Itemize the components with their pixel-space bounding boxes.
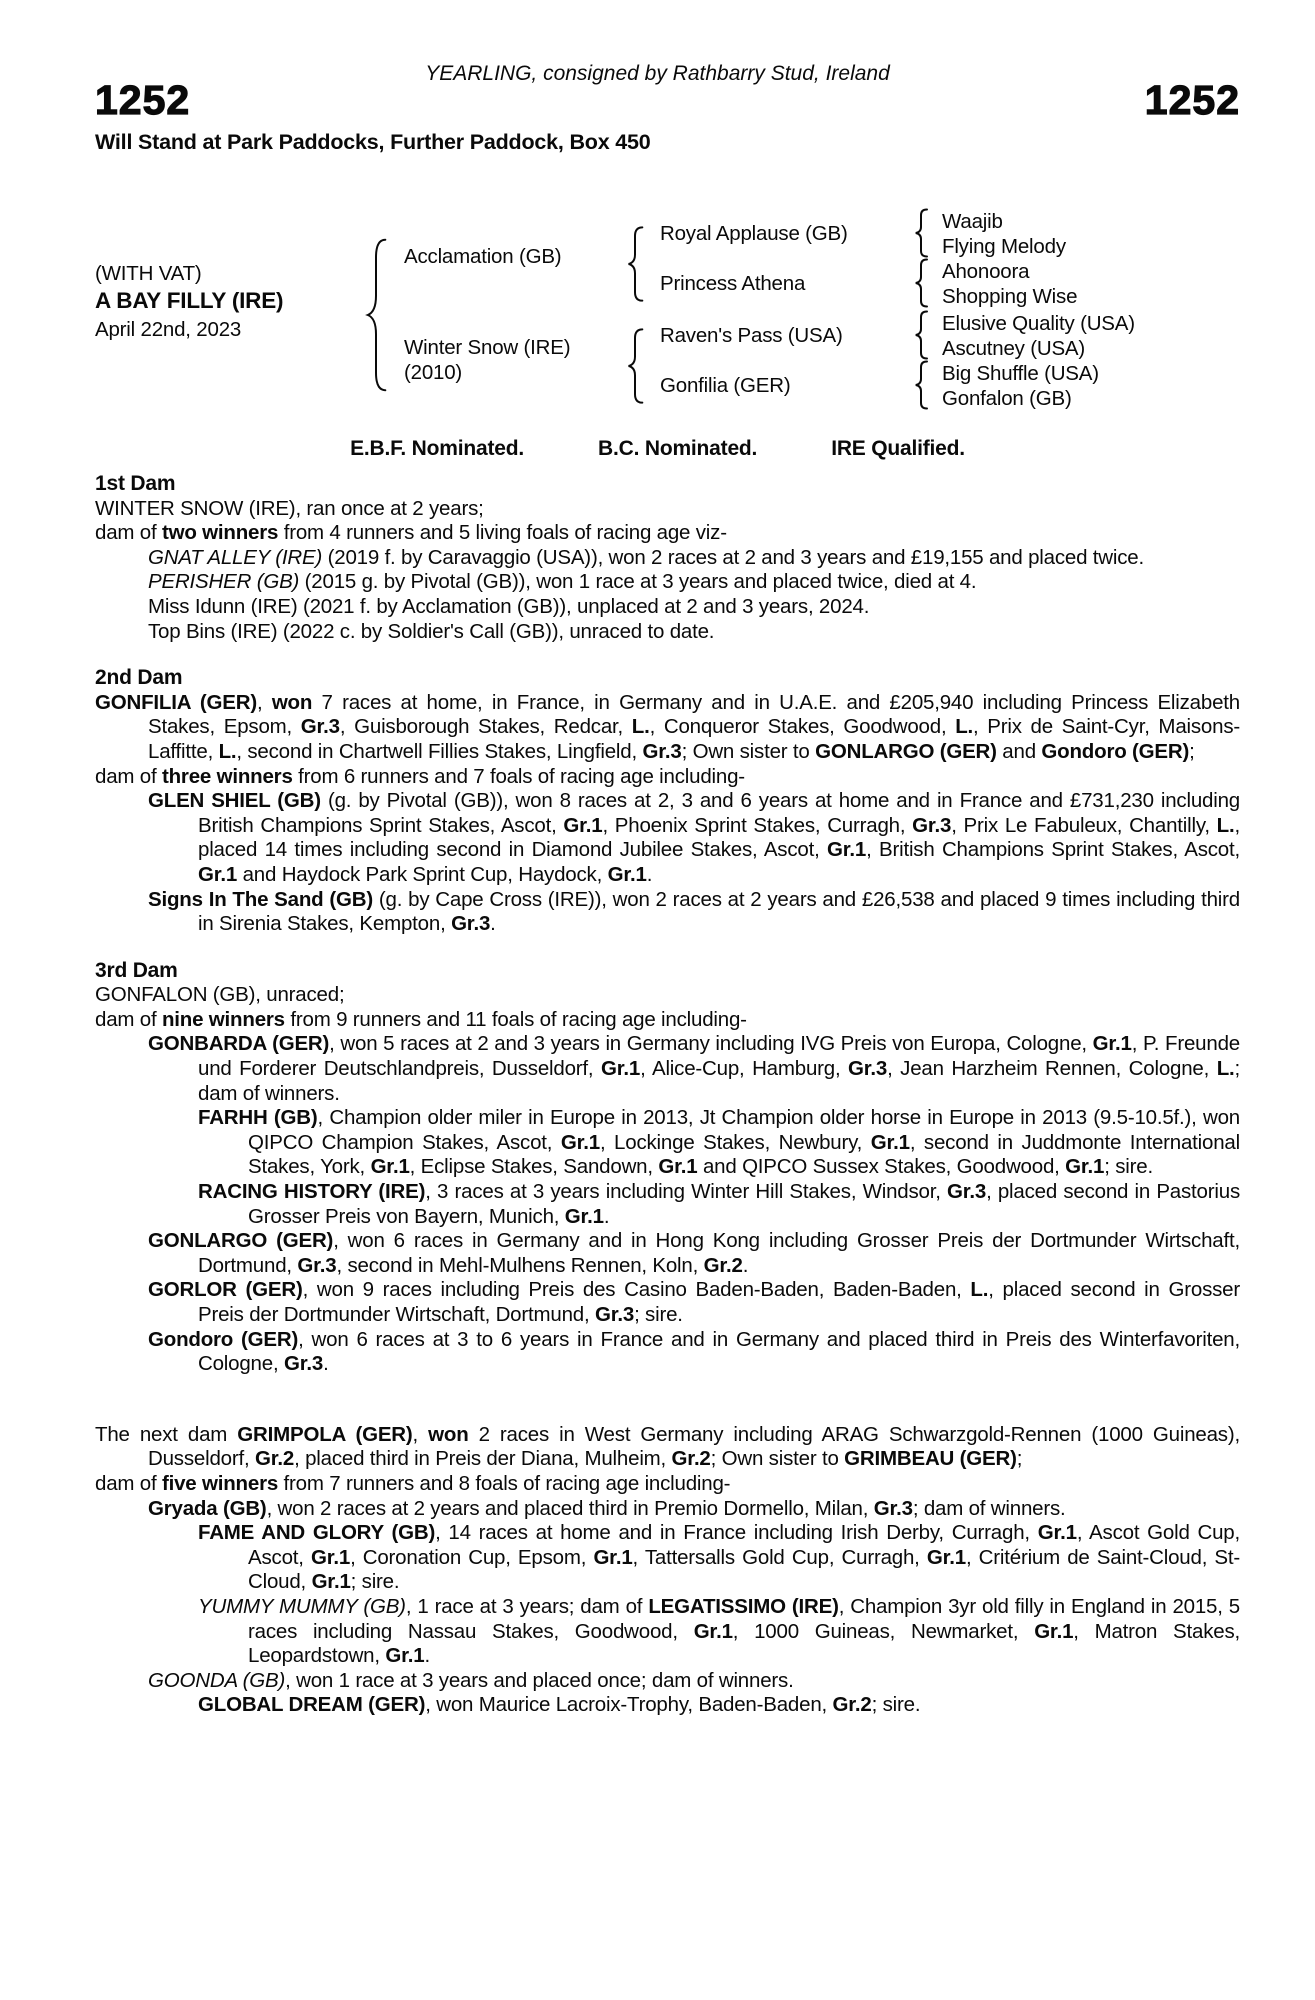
text-run: from 6 runners and 7 foals of racing age including-: [292, 764, 745, 788]
text-run: Gr.1: [1037, 1521, 1077, 1545]
text-run: (g. by Cape Cross (IRE)), won 2 races at 2 years and £26,538 and placed 9 times including third in Sirenia Stakes, Kempton,: [198, 887, 1240, 936]
text-run: and Haydock Park Sprint Cup, Haydock,: [237, 862, 608, 886]
text-run: ; sire.: [350, 1570, 400, 1594]
text-run: , 3 races at 3 years including Winter Hill Stakes, Windsor,: [425, 1180, 947, 1204]
vat-note: (WITH VAT): [95, 262, 202, 285]
text-run: FAME AND GLORY (GB): [198, 1521, 436, 1545]
lot-number-right: 1252: [1144, 77, 1240, 123]
catalogue-paragraph: [95, 983, 1240, 1008]
text-run: Gr.1: [693, 1619, 733, 1643]
text-run: Gr.1: [560, 1130, 600, 1154]
text-run: two winners: [161, 521, 279, 545]
pedigree-text-sections: [95, 472, 1240, 1718]
text-run: Gr.3: [283, 1352, 324, 1376]
catalogue-paragraph: [95, 765, 1240, 790]
text-run: three winners: [161, 764, 293, 788]
text-run: , Critérium de Saint-Cloud, St-Cloud,: [248, 1545, 1240, 1594]
text-run: , Champion 3yr old filly in England in 2015, 5 races including Nassau Stakes, Goodwood,: [248, 1594, 1240, 1643]
text-run: ; dam of winners.: [198, 1057, 1241, 1105]
text-run: Gr.1: [600, 1057, 641, 1081]
text-run: ;: [1189, 739, 1195, 763]
text-run: , won 6 races in Germany and in Hong Kong including Grosser Preis der Dortmunder Wirtschaft, Dortmund,: [198, 1229, 1240, 1277]
text-run: Gr.3: [848, 1057, 888, 1081]
text-run: ,: [256, 690, 272, 714]
catalogue-paragraph: [95, 1278, 1240, 1327]
pedigree-dam-year: (2010): [404, 361, 463, 384]
text-run: Gr.2: [703, 1253, 743, 1277]
pedigree-gen3-name: Waajib: [942, 210, 1003, 233]
text-run: ; Own sister to: [710, 1447, 845, 1471]
text-run: from 7 runners and 8 foals of racing age including-: [278, 1471, 731, 1495]
text-run: GLEN SHIEL (GB): [148, 789, 321, 813]
pedigree-dam: Winter Snow (IRE): [404, 336, 571, 359]
text-run: Gr.3: [642, 739, 682, 763]
foaling-date: April 22nd, 2023: [95, 318, 242, 341]
text-run: Gr.1: [311, 1570, 351, 1594]
catalogue-paragraph: [95, 620, 1240, 645]
consignment-line: YEARLING, consigned by Rathbarry Stud, Ireland: [425, 62, 890, 85]
catalogue-paragraph: [95, 1032, 1240, 1106]
nomination-bc: B.C. Nominated.: [598, 437, 758, 460]
catalogue-paragraph: [95, 691, 1240, 765]
text-run: GONLARGO (GER): [148, 1229, 334, 1253]
text-run: Gr.1: [1034, 1619, 1074, 1643]
text-run: Gr.3: [300, 715, 340, 739]
text-run: GRIMPOLA (GER): [237, 1422, 413, 1446]
text-run: L.: [1216, 1057, 1235, 1081]
text-run: .: [742, 1253, 749, 1277]
text-run: and QIPCO Sussex Stakes, Goodwood,: [697, 1155, 1066, 1179]
text-run: L.: [970, 1278, 989, 1302]
text-run: LEGATISSIMO (IRE): [648, 1594, 839, 1618]
text-run: , Prix Le Fabuleux, Chantilly,: [951, 813, 1217, 837]
text-run: dam of: [95, 521, 162, 545]
text-run: (2015 g. by Pivotal (GB)), won 1 race at 3 years and placed twice, died at 4.: [299, 570, 977, 594]
text-run: Gr.1: [926, 1545, 966, 1569]
text-run: ; sire.: [871, 1693, 921, 1717]
text-run: , won 2 races at 2 years and placed third in Premio Dormello, Milan,: [266, 1496, 874, 1520]
section-heading: 3rd Dam: [95, 958, 178, 982]
text-run: GONFILIA (GER): [95, 690, 257, 714]
text-run: Gr.1: [563, 813, 603, 837]
text-run: ,: [412, 1422, 429, 1446]
text-run: .: [603, 1204, 610, 1228]
text-run: L.: [218, 739, 237, 763]
text-run: Signs In The Sand (GB): [148, 887, 373, 911]
pedigree-gen3-name: Ascutney (USA): [942, 337, 1086, 360]
text-run: Gr.1: [385, 1644, 425, 1668]
catalogue-section: [95, 1423, 1240, 1718]
text-run: , Ascot Gold Cup, Ascot,: [248, 1521, 1240, 1569]
text-run: YUMMY MUMMY (GB): [198, 1594, 406, 1618]
text-run: , 1 race at 3 years; dam of: [405, 1594, 649, 1618]
catalogue-paragraph: [95, 1229, 1240, 1278]
text-run: nine winners: [161, 1007, 285, 1031]
catalogue-paragraph: [95, 789, 1240, 887]
pedigree-gen3-name: Flying Melody: [942, 235, 1066, 258]
pedigree-brace-gen3-1: [912, 208, 930, 258]
catalogue-paragraph: [95, 1328, 1240, 1377]
text-run: Gr.1: [593, 1545, 633, 1569]
nomination-ire: IRE Qualified.: [831, 437, 965, 460]
text-run: .: [424, 1644, 430, 1668]
text-run: , P. Freunde und Forderer Deutschlandpreis, Dusseldorf,: [198, 1032, 1240, 1081]
text-run: PERISHER (GB): [148, 570, 300, 594]
text-run: , Alice-Cup, Hamburg,: [640, 1057, 849, 1081]
text-run: L.: [955, 715, 974, 739]
catalogue-paragraph: [95, 570, 1240, 595]
catalogue-section: [95, 472, 1240, 644]
pedigree-gen2-name: Royal Applause (GB): [660, 222, 848, 245]
text-run: ; sire.: [634, 1303, 683, 1326]
catalogue-paragraph: [95, 595, 1240, 620]
pedigree-brace-gen3-2: [912, 258, 930, 308]
pedigree-gen2-name: Princess Athena: [660, 272, 806, 295]
animal-description: A BAY FILLY (IRE): [95, 288, 284, 313]
pedigree-brace-gen1: [362, 235, 390, 395]
text-run: GNAT ALLEY (IRE): [148, 545, 323, 569]
text-run: ;: [1016, 1447, 1023, 1471]
text-run: and: [996, 739, 1042, 763]
text-run: , won 6 races at 3 to 6 years in France and in Germany and placed third in Preis des Winterfavoriten, Cologne,: [198, 1327, 1240, 1376]
text-run: ; sire.: [1104, 1155, 1153, 1179]
stand-location-line: Will Stand at Park Paddocks, Further Paddock, Box 450: [95, 130, 651, 154]
text-run: , Prix de Saint-Cyr, Maisons-Laffitte,: [148, 715, 1240, 763]
text-run: WINTER SNOW (IRE), ran once at 2 years;: [95, 496, 484, 520]
text-run: Gondoro (GER): [148, 1327, 299, 1351]
text-run: Gr.3: [594, 1303, 635, 1326]
text-run: Gr.1: [198, 862, 238, 886]
text-run: Gr.1: [1065, 1155, 1105, 1179]
catalogue-paragraph: [95, 546, 1240, 571]
text-run: , won 9 races including Preis des Casino Baden-Baden, Baden-Baden,: [302, 1278, 971, 1302]
pedigree-sire: Acclamation (GB): [404, 245, 562, 268]
catalogue-paragraph: [95, 521, 1240, 546]
catalogue-paragraph: [95, 1008, 1240, 1033]
text-run: , 1000 Guineas, Newmarket,: [732, 1619, 1035, 1643]
text-run: dam of: [95, 1007, 162, 1031]
pedigree-brace-sire-pair: [624, 225, 646, 303]
text-run: FARHH (GB): [198, 1106, 318, 1130]
text-run: Gr.1: [827, 838, 867, 862]
text-run: , 14 races at home and in France including Irish Derby, Curragh,: [435, 1521, 1038, 1545]
text-run: , won 5 races at 2 and 3 years in Germany including IVG Preis von Europa, Cologne,: [329, 1032, 1093, 1056]
text-run: Gr.1: [564, 1204, 604, 1228]
text-run: , won 1 race at 3 years and placed once; dam of winners.: [285, 1668, 794, 1692]
pedigree-brace-gen3-3: [912, 310, 930, 360]
text-run: Gondoro (GER): [1041, 739, 1190, 763]
text-run: , placed 14 times including second in Diamond Jubilee Stakes, Ascot,: [198, 813, 1240, 862]
text-run: won: [271, 690, 313, 714]
text-run: .: [490, 912, 496, 936]
text-run: GONLARGO (GER): [815, 739, 997, 763]
text-run: (g. by Pivotal (GB)), won 8 races at 2, 3 and 6 years at home and in France and £731,230 including British Champions Sprint Stakes, Ascot,: [198, 789, 1240, 837]
catalogue-paragraph: [95, 1693, 1240, 1718]
text-run: five winners: [161, 1471, 279, 1495]
lot-number-left: 1252: [95, 77, 191, 123]
text-run: , Tattersalls Gold Cup, Curragh,: [632, 1545, 927, 1569]
text-run: Miss Idunn (IRE) (2021 f. by Acclamation (GB)), unplaced at 2 and 3 years, 2024.: [148, 594, 870, 618]
text-run: , Guisborough Stakes, Redcar,: [339, 715, 632, 739]
catalogue-paragraph: [95, 1180, 1240, 1229]
text-run: Gr.3: [947, 1180, 987, 1204]
catalogue-paragraph: [95, 1106, 1240, 1180]
text-run: Gr.2: [671, 1447, 711, 1471]
text-run: .: [323, 1352, 329, 1376]
text-run: 7 races at home, in France, in Germany and in U.A.E. and £205,940 including Princess Elizabeth Stakes, Epsom,: [148, 690, 1240, 739]
text-run: GORLOR (GER): [148, 1278, 303, 1302]
text-run: Gr.1: [1092, 1032, 1132, 1056]
text-run: ; dam of winners.: [912, 1496, 1066, 1520]
text-run: dam of: [95, 764, 162, 788]
pedigree-gen3-name: Ahonoora: [942, 260, 1030, 283]
text-run: Gr.2: [254, 1447, 295, 1471]
text-run: , placed second in Pastorius Grosser Preis von Bayern, Munich,: [248, 1180, 1240, 1228]
catalogue-paragraph: [95, 1423, 1240, 1472]
text-run: , Lockinge Stakes, Newbury,: [599, 1130, 871, 1154]
text-run: Gr.1: [658, 1155, 698, 1179]
text-run: dam of: [95, 1471, 162, 1495]
text-run: Gr.3: [912, 813, 952, 837]
text-run: Top Bins (IRE) (2022 c. by Soldier's Call (GB)), unraced to date.: [148, 619, 715, 643]
text-run: , second in Chartwell Fillies Stakes, Lingfield,: [236, 739, 643, 763]
text-run: Gr.1: [310, 1545, 351, 1569]
catalogue-paragraph: [95, 888, 1240, 937]
text-run: Gr.3: [297, 1253, 337, 1277]
text-run: , placed third in Preis der Diana, Mulheim,: [294, 1447, 672, 1471]
pedigree-gen3-name: Big Shuffle (USA): [942, 362, 1099, 385]
text-run: Gr.3: [873, 1496, 913, 1520]
text-run: (2019 f. by Caravaggio (USA)), won 2 races at 2 and 3 years and £19,155 and placed twice.: [322, 545, 1144, 569]
pedigree-gen3-name: Gonfalon (GB): [942, 387, 1072, 410]
text-run: , Coronation Cup, Epsom,: [350, 1545, 594, 1569]
catalogue-paragraph: [95, 1472, 1240, 1497]
catalogue-paragraph: [95, 1497, 1240, 1522]
nominations-row: [0, 437, 1315, 461]
section-heading: 1st Dam: [95, 472, 176, 495]
nomination-ebf: E.B.F. Nominated.: [350, 437, 525, 460]
pedigree-gen2-name: Gonfilia (GER): [660, 374, 791, 397]
catalogue-section: [95, 666, 1240, 937]
text-run: 2 races in West Germany including ARAG Schwarzgold-Rennen (1000 Guineas), Dusseldorf,: [148, 1422, 1240, 1471]
text-run: GONBARDA (GER): [148, 1032, 330, 1056]
text-run: Gr.1: [370, 1155, 410, 1179]
pedigree-gen3-name: Shopping Wise: [942, 285, 1078, 308]
text-run: GOONDA (GB): [148, 1668, 286, 1692]
catalogue-section: [95, 959, 1240, 1377]
text-run: L.: [1216, 813, 1235, 837]
text-run: RACING HISTORY (IRE): [198, 1180, 426, 1204]
text-run: The next dam: [95, 1422, 238, 1446]
text-run: , Phoenix Sprint Stakes, Curragh,: [602, 813, 913, 837]
text-run: from 9 runners and 11 foals of racing age including-: [284, 1007, 747, 1031]
text-run: ; Own sister to: [681, 739, 816, 763]
text-run: , Champion older miler in Europe in 2013, Jt Champion older horse in Europe in 2013 (9.5-10.5f.), won QIPCO Champion Stakes, Ascot,: [248, 1106, 1240, 1154]
text-run: GRIMBEAU (GER): [844, 1447, 1017, 1471]
text-run: from 4 runners and 5 living foals of racing age viz-: [278, 521, 727, 545]
text-run: , second in Mehl-Mulhens Rennen, Koln,: [336, 1253, 704, 1277]
text-run: , second in Juddmonte International Stakes, York,: [248, 1130, 1240, 1179]
text-run: GONFALON (GB), unraced;: [95, 983, 345, 1007]
text-run: , Conqueror Stakes, Goodwood,: [649, 715, 956, 739]
text-run: , British Champions Sprint Stakes, Ascot,: [866, 838, 1240, 862]
catalogue-paragraph: [95, 497, 1240, 522]
text-run: Gr.2: [832, 1693, 872, 1717]
text-run: won: [428, 1422, 469, 1446]
text-run: Gr.3: [451, 912, 491, 936]
section-heading: 2nd Dam: [95, 666, 183, 690]
pedigree-gen3-name: Elusive Quality (USA): [942, 312, 1135, 335]
catalogue-paragraph: [95, 1521, 1240, 1595]
pedigree-brace-dam-pair: [624, 327, 646, 405]
text-run: , Jean Harzheim Rennen, Cologne,: [887, 1057, 1217, 1081]
text-run: , won Maurice Lacroix-Trophy, Baden-Baden,: [425, 1693, 833, 1717]
text-run: Gr.1: [870, 1130, 910, 1154]
text-run: Gr.1: [607, 862, 647, 886]
text-run: L.: [631, 715, 650, 739]
pedigree-gen2-name: Raven's Pass (USA): [660, 324, 843, 347]
text-run: , Eclipse Stakes, Sandown,: [409, 1155, 659, 1179]
text-run: Gryada (GB): [148, 1496, 267, 1520]
text-run: , Matron Stakes, Leopardstown,: [248, 1619, 1240, 1668]
catalogue-paragraph: [95, 1669, 1240, 1694]
text-run: GLOBAL DREAM (GER): [198, 1693, 426, 1717]
text-run: , placed second in Grosser Preis der Dortmunder Wirtschaft, Dortmund,: [198, 1278, 1240, 1326]
text-run: .: [646, 862, 653, 886]
pedigree-brace-gen3-4: [912, 360, 930, 410]
catalogue-paragraph: [95, 1595, 1240, 1669]
